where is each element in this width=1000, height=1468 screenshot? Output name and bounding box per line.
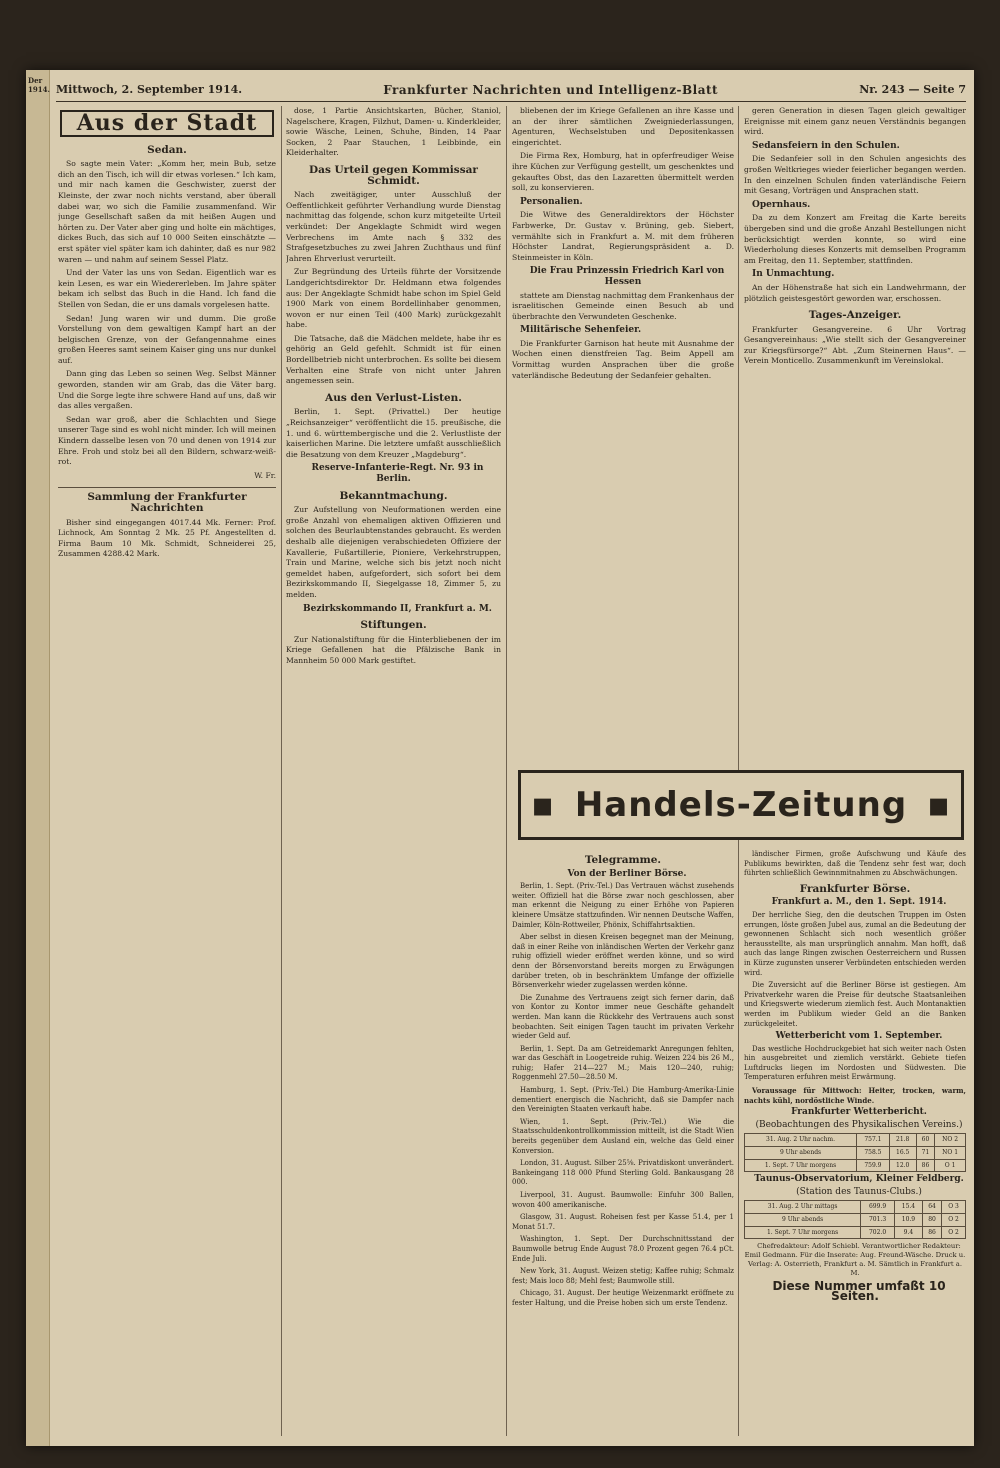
paragraph: Und der Vater las uns von Sedan. Eigentlich war es kein Lesen, es war ein Wiedererleben. Im Jahre später bekam ich selbst das Buch in die Hand. Ich fand die Stellen von Sedan, die er uns damals vorgelesen hatte. <box>58 268 276 309</box>
ffm-weather-title: Frankfurter Wetterbericht. <box>791 1107 927 1118</box>
section-title-box <box>60 110 274 137</box>
table-row: 1. Sept. 7 Uhr morgens 759.9 12.0 86 O 1 <box>745 1159 966 1172</box>
paragraph: Glasgow, 31. August. Roheisen fest per Kasse 51.4, per 1 Monat 51.7. <box>512 1213 734 1231</box>
telegrams-subtitle: Von der Berliner Börse. <box>567 868 687 879</box>
article-title-notice: Bekanntmachung. <box>339 489 448 502</box>
newspaper-page <box>26 70 974 1446</box>
paragraph: Frankfurter Gesangvereine. 6 Uhr Vortrag Gesangvereinhaus: „Wie stellt sich der Gesangvereiner zur Kriegsfürsorge?“ Abt. „Zum Steinernen Haus“. — Verein Monticello. Zusammenkunft im Vereinslokal. <box>744 324 966 366</box>
paragraph: Dann ging das Leben so seinen Weg. Selbst Männer geworden, standen wir am Grab, das die Väter barg. Und die Sorge legte ihre schwere Hand auf uns, daß wir das alles vergaßen. <box>58 369 276 411</box>
subheading: In Unmachtung. <box>752 269 835 280</box>
subheading: Militärische Sehenfeier. <box>520 325 642 336</box>
paragraph: Das westliche Hochdruckgebiet hat sich weiter nach Osten hin ausgebreitet und ziemlich verstärkt. Gebiete tiefen Luftdrucks liegen im Nordosten und Südwesten. Die Temperaturen erfuhren meist Erwärmung. <box>744 1044 966 1082</box>
paragraph: Die Firma Rex, Homburg, hat in opferfreudiger Weise ihre Küchen zur Verfügung gestellt, um geschenktes und gekauftes Obst, das den Lazaretten übermittelt werden soll, zu konservieren. <box>512 151 734 193</box>
subheading: Sedansfeiern in den Schulen. <box>752 140 900 151</box>
article-title-sedan: Sedan. <box>147 143 187 156</box>
paragraph: Die Zunahme des Vertrauens zeigt sich ferner darin, daß von Kontor zu Kontor immer neue Geschäfte gehandelt werden. Man kann die Rückkehr des Vertrauens auch sonst beobachten. Seit einigen Tagen taucht im privaten Verkehr wieder Geld auf. <box>512 993 734 1041</box>
imprint: Chefredakteur: Adolf Schiebl. Verantwortlicher Redakteur: Emil Gedmann. Für die Inserate: Aug. Freund-Wäsche. Druck u. Verlag: A. Osterrieth, Frankfurt a. M. Sämtlich in Frankfurt a. M. <box>744 1242 966 1278</box>
paragraph: dose, 1 Partie Ansichtskarten, Bücher, Staniol, Nagelschere, Kragen, Filzhut, Damen- u. Kinderkleider, sowie Wäsche, Leinen, Schuhe, Binden, 14 Paar Socken, 2 Paar Stauchen, 1 Leibbinde, ein Kleiderhalter. <box>286 106 501 158</box>
article-title-daily: Tages-Anzeiger. <box>808 309 902 322</box>
paragraph: Da zu dem Konzert am Freitag die Karte bereits übergeben sind und die große Anzahl Bestellungen nicht berücksichtigt werden konnte, so wird eine Wiederholung dieses Konzerts mit demselben Programm am Freitag, den 11. September, stattfinden. <box>744 213 966 265</box>
section-title: Aus der Stadt <box>76 110 258 136</box>
taunus-subtitle: (Station des Taunus-Clubs.) <box>796 1186 922 1197</box>
paragraph: Aber selbst in diesen Kreisen begegnet man der Meinung, daß in einer Reihe von inländischen Werten der Verkehr ganz ruhig offiziell wieder eröffnet werden könne, und so wird denn der Börsenvorstand bereits morgen zu Erwägungen darüber treten, ob in beschränktem Umfange der offizielle Börsenverkehr wieder zugelassen werden könne. <box>512 933 734 990</box>
paragraph: New York, 31. August. Weizen stetig; Kaffee ruhig; Schmalz fest; Mais loco 88; Mehl fest; Baumwolle still. <box>512 1267 734 1285</box>
paragraph: Zur Begründung des Urteils führte der Vorsitzende Landgerichtsdirektor Dr. Heldmann etwa folgendes aus: Der Angeklagte Schmidt habe schon im Spiel Geld 1900 Mark von einem Bordellinhaber genommen, wovon er nur einen Teil (400 Mark) zurückgezahlt habe. <box>286 267 501 330</box>
paragraph: So sagte mein Vater: „Komm her, mein Bub, setze dich an den Tisch, ich will dir etwas vorlesen.“ Ich kam, und mir nach kamen die Geschwister, zuerst der Kleinste, der zwar noch nichts verstand, aber überall dabei war, wo sich die Familie zusammenfand. Wir junge Gesellschaft saßen da mit heißen Augen und hörten zu. Der Vater aber ging und holte ein mächtiges, dickes Buch, das sich auf 10 000 Seiten einschätzte — erst später viel später kam ich dahinter, daß es nur 982 waren — und nahm auf seinem Sessel Platz. <box>58 159 276 264</box>
column-1 <box>58 106 276 1436</box>
boerse-title: Frankfurter Börse. <box>799 882 911 895</box>
paragraph: Nach zweitägiger, unter Ausschluß der Oeffentlichkeit geführter Verhandlung wurde Dienstag nachmittag das folgende, schon kurz mitgeteilte Urteil verkündet: Der Angeklagte Schmidt wird wegen Verbrechens im Amte nach § 332 des Strafgesetzbuches zu zwei Jahren Zuchthaus und fünf Jahren Ehrverlust verurteilt. <box>286 190 501 263</box>
paragraph: Berlin, 1. Sept. (Privattel.) Der heutige „Reichsanzeiger“ veröffentlicht die 15. preußische, die 1. und 6. württembergische und die 2. Verlustliste der kaiserlichen Marine. Die letztere umfaßt ausschließlich die Besatzung von dem Kreuzer „Magdeburg“. <box>286 407 501 459</box>
paragraph: Bisher sind eingegangen 4017.44 Mk. Ferner: Prof. Lichnock, Am Sonntag 2 Mk. 25 Pf. Angestellten d. Firma Baum 10 Mk. Schmidt, Schneiderei 25, Zusammen 4288.42 Mark. <box>58 517 276 559</box>
column-2 <box>286 106 501 1436</box>
ffm-weather-table <box>744 1133 966 1172</box>
article-signature: W. Fr. <box>254 470 276 480</box>
paragraph: Die Zuversicht auf die Berliner Börse ist gestiegen. Am Privatverkehr waren die Preise für deutsche Staatsanleihen und Kriegswerte wiederum ziemlich fest. Auch Montanaktien werden im Publikum wieder Geld an die Banken zurückgeleitet. <box>744 981 966 1028</box>
banner-ornament: ▪ <box>531 785 556 825</box>
telegrams-title: Telegramme. <box>584 854 662 866</box>
paragraph: Zur Aufstellung von Neuformationen werden eine große Anzahl von ehemaligen aktiven Offizieren und solchen des Beurlaubtenstandes gebraucht. Es werden deshalb alle diejenigen verabschiedeten Offiziere der Kavallerie, Fußartillerie, Pioniere, Verkehrstruppen, Train und Marine, welche sich bis jetzt noch nicht gemeldet haben, aufgefordert, sich sofort bei dem Bezirkskommando II, Siegelgasse 18, Zimmer 5, zu melden. <box>286 505 501 599</box>
paragraph: Chicago, 31. August. Der heutige Weizenmarkt eröffnete zu fester Haltung, und die Preise hoben sich um erste Tendenz. <box>512 1289 734 1307</box>
subheading: Personalien. <box>520 196 583 207</box>
subheading: Opernhaus. <box>752 199 811 210</box>
paragraph: Berlin, 1. Sept. (Priv.-Tel.) Das Vertrauen wächst zusehends weiter. Offiziell hat die Börse zwar noch geschlossen, aber man erkennt die Neigung zu einer Erhöhe von Papieren kleinere Umsätze stattzufinden. Wir nennen Deutsche Waffen, Daimler, Köln-Rottweiler, Phönix, Schiffahrtsaktien. <box>512 882 734 929</box>
header-page-number: Nr. 243 — Seite 7 <box>859 83 966 96</box>
handelszeitung-title: Handels-Zeitung <box>574 785 908 825</box>
table-row: 31. Aug. 2 Uhr mittags 699.9 15.4 64 O 3 <box>745 1201 966 1214</box>
column-4 <box>744 106 966 746</box>
paragraph: Der herrliche Sieg, den die deutschen Truppen im Osten errungen, löste großen Jubel aus, zumal an die Bedeutung der gewonnenen Schlacht sich noch wesentlich größer herausstellte, als man ursprünglich annahm. Man hofft, daß auch das lange Ringen zwischen Oesterreichern und Russen in Kürze zugunsten unserer Verbündeten entschieden werden wird. <box>744 910 966 977</box>
paragraph: Washington, 1. Sept. Der Durchschnittsstand der Baumwolle betrug Ende August 78.0 Prozent gegen 76.4 pCt. Ende Juli. <box>512 1235 734 1263</box>
column-3 <box>512 106 734 746</box>
paragraph: Berlin, 1. Sept. Da am Getreidemarkt Anregungen fehlten, war das Geschäft in Loogetreide ruhig. Weizen 224 bis 26 M., ruhig; Hafer 214—227 M.; Mais 120—240, ruhig; Roggenmehl 27.50—28.50 M. <box>512 1044 734 1082</box>
paragraph: Die Witwe des Generaldirektors der Höchster Farbwerke, Dr. Gustav v. Brüning, geb. Siebert, vermählte sich in Frankfurt a. M. mit dem früheren Höchster Landrat, Regierungspräsident a. D. Steinmeister in Köln. <box>512 210 734 262</box>
paragraph: bliebenen der im Kriege Gefallenen an ihre Kasse und an der ihrer sämtlichen Zweigniederlassungen, Agenturen, Wechselstuben und Depositenkassen eingerichtet. <box>512 106 734 147</box>
paragraph: London, 31. August. Silber 25⅝. Privatdiskont unverändert. Bankeingang 118 000 Pfund Sterling Gold. Bankausgang 28 000. <box>512 1159 734 1187</box>
header-date: Mittwoch, 2. September 1914. <box>56 83 243 96</box>
issue-pages-note: Diese Nummer umfaßt 10 Seiten. <box>772 1279 946 1303</box>
handelszeitung-banner <box>518 770 964 840</box>
paragraph: Die Sedanfeier soll in den Schulen angesichts des großen Weltkrieges wieder feierlicher begangen werden. In den einzelnen Schulen finden vaterländische Feiern mit Gesang, Vorträgen und Ansprachen statt. <box>744 154 966 196</box>
paragraph: Wien, 1. Sept. (Priv.-Tel.) Wie die Staatsschuldenkontrollkommission mitteilt, ist die Stadt Wien bereits gegenüber dem Ausland ein, welche das Geld einer Konversion. <box>512 1117 734 1155</box>
margin-date: Der 1914. <box>28 76 50 94</box>
telegrams-column <box>512 850 734 1435</box>
notice-signature: Bezirkskommando II, Frankfurt a. M. <box>303 603 492 614</box>
header-title: Frankfurter Nachrichten und Intelligenz-Blatt <box>383 82 719 97</box>
column-rule <box>281 106 282 1436</box>
paragraph: Liverpool, 31. August. Baumwolle: Einfuhr 300 Ballen, wovon 400 amerikanische. <box>512 1191 734 1209</box>
paragraph: geren Generation in diesen Tagen gleich gewaltiger Ereignisse mit einem ganz neuen Verständnis begangen wird. <box>744 106 966 137</box>
collection-title: Sammlung der Frankfurter Nachrichten <box>58 487 276 513</box>
paragraph: stattete am Dienstag nachmittag dem Frankenhaus der israelitischen Gemeinde einen Besuch ab und überbrachte den Verwundeten Geschenke. <box>512 290 734 321</box>
paragraph: Zur Nationalstiftung für die Hinterbliebenen der im Kriege Gefallenen hat die Pfälzische Bank in Mannheim 50 000 Mark gestiftet. <box>286 634 501 665</box>
table-row: 9 Uhr abends 701.3 10.9 80 O 2 <box>745 1214 966 1227</box>
weather-forecast: Voraussage für Mittwoch: Heiter, trocken, warm, nachts kühl, nordöstliche Winde. <box>744 1086 966 1105</box>
previous-page-edge <box>26 70 50 1446</box>
paragraph: Die Frankfurter Garnison hat heute mit Ausnahme der Wochen einen dienstfreien Tag. Beim Appell am Vormittag wurden Ansprachen über die große vaterländische Bedeutung der Sedanfeier gehalten. <box>512 338 734 380</box>
boerse-column <box>744 850 966 1438</box>
regiment-heading: Reserve-Infanterie-Regt. Nr. 93 in Berlin. <box>311 463 484 484</box>
page-header <box>56 78 966 102</box>
subheading: Die Frau Prinzessin Friedrich Karl von Hessen <box>529 266 725 287</box>
weather-title: Wetterbericht vom 1. September. <box>775 1031 943 1042</box>
article-title-urteil: Das Urteil gegen Kommissar Schmidt. <box>309 163 478 187</box>
taunus-title: Taunus-Observatorium, Kleiner Feldberg. <box>754 1174 964 1185</box>
banner-ornament: ▪ <box>926 785 951 825</box>
article-title-losses: Aus den Verlust-Listen. <box>325 391 462 404</box>
paragraph: An der Höhenstraße hat sich ein Landwehrmann, der plötzlich geistesgestört geworden war, erschossen. <box>744 282 966 303</box>
paragraph: ländischer Firmen, große Aufschwung und Käufe des Publikums bewirkten, daß die Tendenz sehr fest war, doch führten schließlich Gewinnmitnahmen zu Abschwächungen. <box>744 850 966 878</box>
paragraph: Sedan war groß, aber die Schlachten und Siege unserer Tage sind es wohl nicht minder. Ich will meinen Kindern dasselbe lesen von 70 und denen von 1914 zur Ehre. Froh und stolz bei all den Bildern, schwarz-weiß-rot. <box>58 414 276 467</box>
table-row: 31. Aug. 2 Uhr nachm. 757.1 21.8 60 NO 2 <box>745 1134 966 1147</box>
paragraph: Hamburg, 1. Sept. (Priv.-Tel.) Die Hamburg-Amerika-Linie dementiert energisch die Nachricht, daß sie Dampfer nach den Vereinigten Staaten verkauft habe. <box>512 1086 734 1114</box>
ffm-weather-subtitle: (Beobachtungen des Physikalischen Vereins.) <box>755 1119 963 1130</box>
boerse-dateline: Frankfurt a. M., den 1. Sept. 1914. <box>771 897 947 908</box>
article-title-foundations: Stiftungen. <box>360 619 427 632</box>
taunus-weather-table <box>744 1200 966 1239</box>
column-rule <box>506 106 507 1436</box>
paragraph: Die Tatsache, daß die Mädchen meldete, habe ihr es gehörig an Geld gefehlt. Schmidt ist für einen Bordellbetrieb nicht unterbrochen. Es sollte bei diesem Verhalten eine Strafe von nicht unter Jahren angemessen sein. <box>286 333 501 386</box>
table-row: 1. Sept. 7 Uhr morgens 702.0 9.4 86 O 2 <box>745 1226 966 1239</box>
table-row: 9 Uhr abends 758.5 16.5 71 NO 1 <box>745 1147 966 1160</box>
paragraph: Sedan! Jung waren wir und dumm. Die große Vorstellung von dem gewaltigen Kampf hart an der belgischen Grenze, von der Gefangennahme eines großen Heeres samt seinem Kaiser ging uns nur dunkel auf. <box>58 313 276 365</box>
